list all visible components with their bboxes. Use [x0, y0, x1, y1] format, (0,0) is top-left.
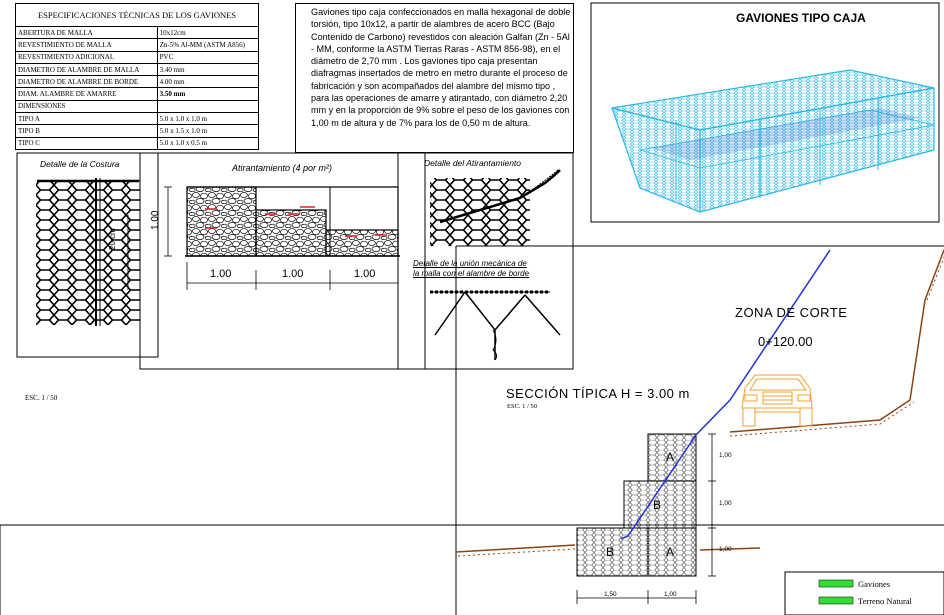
gabion-isometric — [612, 70, 934, 212]
scale-section: ESC. 1 / 50 — [507, 403, 537, 410]
atirantamiento-height: 1.00 — [150, 210, 161, 230]
spec-label: DIMENSIONES — [16, 100, 158, 112]
costura-title: Detalle de la Costura — [40, 159, 120, 169]
spec-value: 4.00 mm — [157, 76, 258, 88]
zona-label: ZONA DE CORTE — [735, 305, 848, 320]
bottom-dim: 1,50 — [604, 591, 617, 598]
description-text: Gaviones tipo caja confeccionados en malla hexagonal de doble torsión, tipo 10x12, a partir de alambres de acero BCC (Bajo Contenido de Carbono) revestidos con aleación Galfan (Zn - 5Al - MM, conforme la ASTM Tierras Raras - ASTM 856-98), en el diámetro de 2,70 mm . Los gaviones tipo caja presentan diafragmas insertados de metro en metro durante el proceso de fabricación y son acompañados del alambre del mismo tipo , para las operaciones de amarre y atirantado, con diámetro 2,20 mm y en la proporción de 9% sobre el peso de los gaviones con 1,00 m de altura y de 7% para los de 0,50 m de altura. — [311, 7, 571, 128]
spec-value: Zn-5% Al-MM (ASTM A856) — [157, 39, 258, 51]
detalle-atirantamiento — [430, 170, 560, 246]
block-label: B — [653, 498, 662, 512]
spec-value: 5.0 x 1.0 x 0.5 m — [157, 137, 258, 149]
costura-dim: 20 cm — [108, 228, 117, 250]
spec-value: 5.0 x 1.5 x 1.0 m — [157, 125, 258, 137]
union-title-2: la malla con el alambre de borde — [413, 269, 530, 278]
atir-width-2: 1.00 — [282, 268, 304, 280]
spec-label: REVESTIMIENTO DE MALLA — [16, 39, 158, 51]
scale-left: ESC. 1 / 50 — [25, 394, 58, 402]
atir-width-3: 1.00 — [354, 268, 376, 280]
bottom-dim: 1,00 — [664, 591, 677, 598]
block-label: B — [606, 545, 615, 559]
spec-value: PVC — [157, 51, 258, 63]
spec-value: 3.40 mm — [157, 63, 258, 75]
spec-label: TIPO A — [16, 113, 158, 125]
block-label: A — [666, 450, 675, 464]
spec-table-title: ESPECIFICACIONES TÉCNICAS DE LOS GAVIONES — [16, 4, 259, 27]
atir-width-1: 1.00 — [210, 268, 232, 280]
car-icon — [742, 375, 812, 426]
costura-detail — [36, 178, 140, 326]
legend-swatch-terreno — [819, 597, 853, 604]
spec-label: ABERTURA DE MALLA — [16, 27, 158, 39]
spec-value: 10x12cm — [157, 27, 258, 39]
spec-label: DIAM. ALAMBRE DE AMARRE — [16, 88, 158, 100]
legend-swatch-gaviones — [819, 580, 853, 587]
height-dim: 1,00 — [719, 546, 732, 553]
spec-label: REVESTIMIENTO ADICIONAL — [16, 51, 158, 63]
atirantamiento-title: Atirantamiento (4 por m²) — [232, 163, 333, 173]
spec-label: DIAMETRO DE ALAMBRE DE MALLA — [16, 63, 158, 75]
height-dim: 1,00 — [719, 452, 732, 459]
block-label: A — [666, 545, 675, 559]
iso-title: GAVIONES TIPO CAJA — [736, 11, 866, 25]
spec-label: TIPO B — [16, 125, 158, 137]
legend-label: Terreno Natural — [858, 596, 912, 606]
spec-value: 5.0 x 1.0 x 1.0 m — [157, 113, 258, 125]
spec-label: TIPO C — [16, 137, 158, 149]
height-dim: 1,00 — [719, 500, 732, 507]
union-detail — [430, 292, 560, 360]
detalle-atir-title: Detalle del Atirantamiento — [424, 158, 522, 168]
spec-label: DIAMETRO DE ALAMBRE DE BORDE — [16, 76, 158, 88]
section-gabions — [577, 434, 696, 576]
spec-value: 3.50 mm — [157, 88, 258, 100]
union-title-1: Detalle de la unión mecánica de — [413, 259, 527, 268]
station-label: 0+120.00 — [758, 334, 813, 349]
legend-label: Gaviones — [858, 579, 891, 589]
section-title: SECCIÓN TÍPICA H = 3.00 m — [506, 386, 690, 401]
